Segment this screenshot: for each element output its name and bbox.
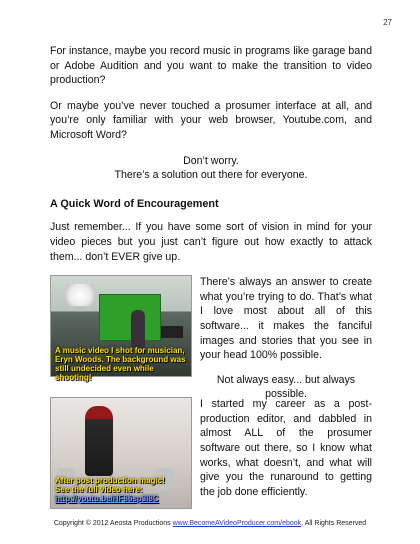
footer — [0, 520, 420, 527]
section-heading: A Quick Word of Encouragement — [50, 197, 219, 210]
youtube-link[interactable]: http://youtu.be/HF86sp3I8C — [55, 494, 159, 504]
photo-caption-1: A music video I shot for musician, Eryn Woods. The background was still undecided even while shooting! — [55, 346, 186, 383]
studio-light — [66, 284, 94, 306]
solution-line: There’s a solution out there for everyone. — [114, 169, 308, 182]
paragraph-answer: There’s always an answer to create what you’re trying to do. That’s what I love most about all of this software... it makes the fanciful images and stories that you see in your head 100% possible. — [200, 276, 372, 362]
page-content — [50, 44, 372, 515]
post-production-photo — [50, 397, 192, 509]
camera — [161, 326, 183, 338]
music-video-photo — [50, 275, 192, 383]
singer-figure — [85, 406, 113, 476]
caption-line-1: After post production magic! — [55, 476, 165, 486]
paragraph-intro: For instance, maybe you record music in programs like garage band or Adobe Audition and you want to make the transition to video production? — [50, 45, 372, 87]
footer-rights: All Rights Reserved — [304, 520, 367, 527]
side-text-1 — [200, 275, 372, 412]
dont-worry-line: Don’t worry. — [183, 154, 239, 167]
paragraph-prosumer: Or maybe you’ve never touched a prosumer interface at all, and you’re only familiar with your web browser, Youtube.com, and Microsoft Word? — [50, 99, 372, 141]
footer-link[interactable]: www.BecomeAVideoProducer.com/ebook — [172, 520, 302, 527]
side-text-2 — [200, 397, 372, 509]
photo-caption-2 — [55, 476, 187, 503]
paragraph-career: I started my career as a post-production editor, and dabbled in almost ALL of the prosumer software out there, so I know what works, what doesn’t, and what will give you the runaround to getting the job done efficiently. — [200, 398, 372, 498]
paragraph-remember: Just remember... If you have some sort of vision in mind for your video pieces but you just can’t figure out how exactly to attack them... don’t EVER give up. — [50, 221, 372, 263]
paragraph-dont-worry — [50, 154, 372, 183]
footer-copyright: Copyright © 2012 Aeosta Productions — [53, 520, 171, 527]
page-number: 27 — [383, 18, 392, 27]
image-row-1 — [50, 275, 372, 401]
caption-line-2: See the full video here: — [55, 485, 143, 495]
performer-figure — [131, 310, 145, 348]
paragraph-not-easy: Not always easy... but always possible. — [216, 373, 356, 401]
green-screen — [99, 294, 161, 341]
footer-comma: , — [301, 520, 305, 527]
image-row-2 — [50, 397, 372, 515]
